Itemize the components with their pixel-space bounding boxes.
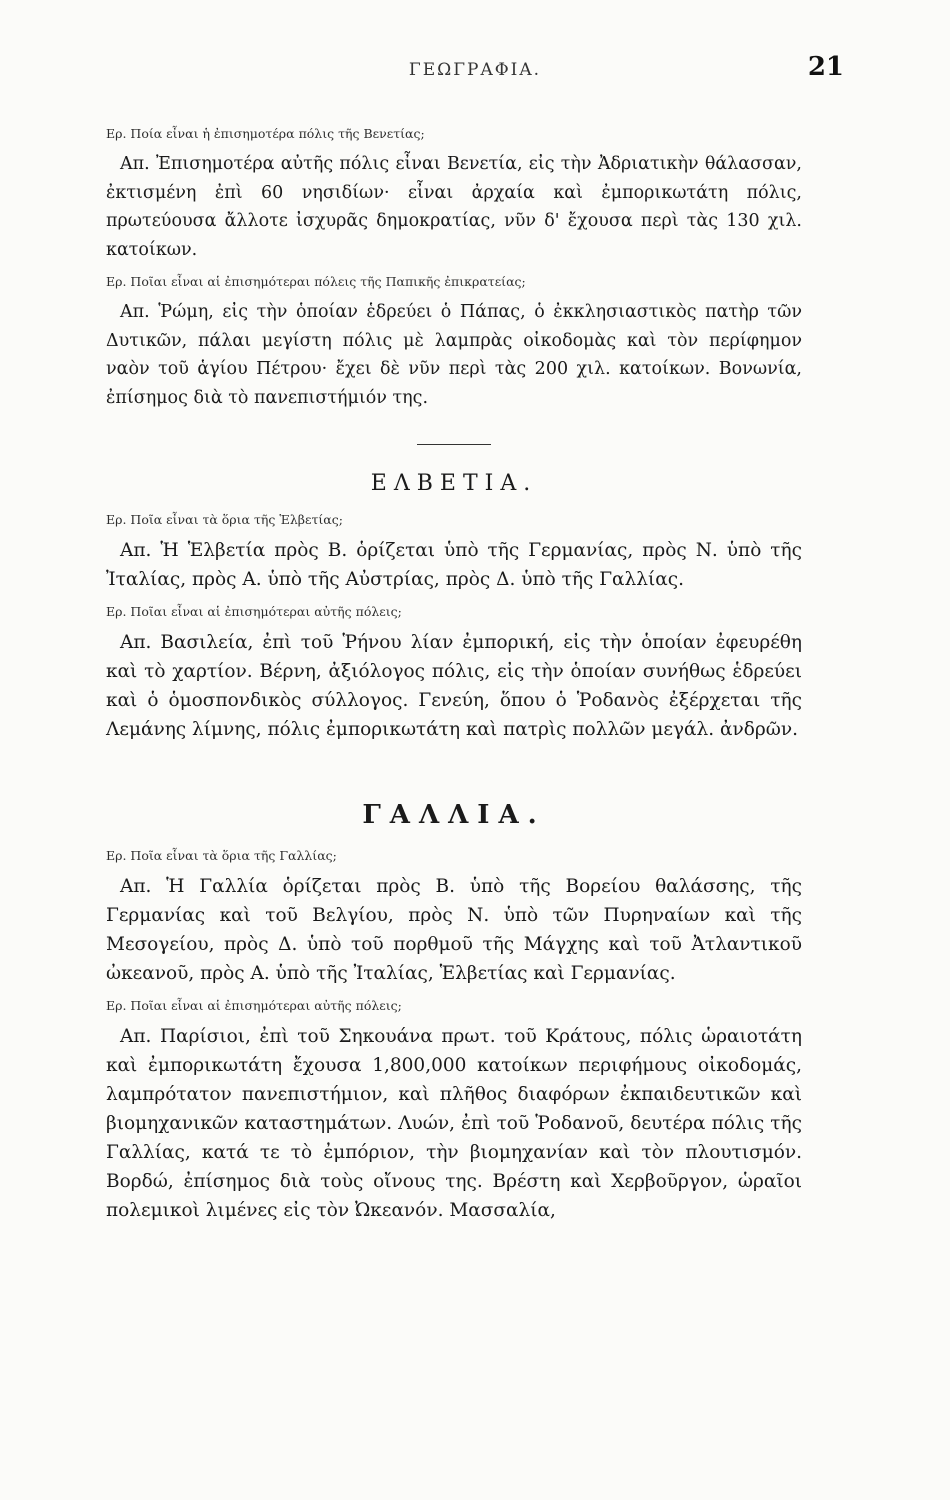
question-france-borders: Ερ. Ποῖα εἶναι τὰ ὅρια τῆς Γαλλίας; bbox=[106, 848, 337, 863]
answer-papal-states: Απ. Ῥώμη, εἰς τὴν ὁποίαν ἑδρεύει ὁ Πάπας, ὁ ἐκκλησιαστικὸς πατὴρ τῶν Δυτικῶν, πάλαι μεγίστη πόλις μὲ λαμπρὰς οἰκοδομὰς καὶ τὸν περίφημον ναὸν τοῦ ἁγίου Πέτρου· ἔχει δὲ νῦν περὶ τὰς 200 χιλ. κατοίκων. Βονωνία, ἐπίσημος διὰ τὸ πανεπιστήμιόν της. bbox=[106, 302, 802, 408]
answer-switzerland-borders: Απ. Ἡ Ἑλβετία πρὸς Β. ὁρίζεται ὑπὸ τῆς Γερμανίας, πρὸς Ν. ὑπὸ τῆς Ἰταλίας, πρὸς Α. ὑπὸ τῆς Αὐστρίας, πρὸς Δ. ὑπὸ τῆς Γαλλίας. bbox=[106, 540, 802, 590]
question-switzerland-borders: Ερ. Ποῖα εἶναι τὰ ὅρια τῆς Ἑλβετίας; bbox=[106, 512, 343, 527]
section-title-france: ΓΑΛΛΙΑ. bbox=[362, 800, 546, 830]
section-title-switzerland: ΕΛΒΕΤΙΑ. bbox=[370, 471, 538, 496]
section-divider bbox=[417, 444, 491, 445]
answer-venice: Απ. Ἐπισημοτέρα αὐτῆς πόλις εἶναι Βενετία, εἰς τὴν Ἀδριατικὴν θάλασσαν, ἐκτισμένη ἐπὶ 60 νησιδίων· εἶναι ἀρχαία καὶ ἐμπορικωτάτη πόλις, πρωτεύουσα ἄλλοτε ἰσχυρᾶς δημοκρατίας, νῦν δ' ἔχουσα περὶ τὰς 130 χιλ. κατοίκων. bbox=[106, 154, 802, 260]
question-papal-states: Ερ. Ποῖαι εἶναι αἱ ἐπισημότεραι πόλεις τῆς Παπικῆς ἐπικρατείας; bbox=[106, 274, 526, 289]
answer-france-borders: Απ. Ἡ Γαλλία ὁρίζεται πρὸς Β. ὑπὸ τῆς Βορείου θαλάσσης, τῆς Γερμανίας καὶ τοῦ Βελγίου, πρὸς Ν. ὑπὸ τῶν Πυρηναίων καὶ τῆς Μεσογείου, πρὸς Δ. ὑπὸ τοῦ πορθμοῦ τῆς Μάγχης καὶ τοῦ Ἀτλαντικοῦ ὠκεανοῦ, πρὸς Α. ὑπὸ τῆς Ἰταλίας, Ἑλβετίας καὶ Γερμανίας. bbox=[106, 876, 802, 984]
page-body bbox=[106, 118, 802, 1231]
running-title: ΓΕΩΓΡΑΦΙΑ. bbox=[408, 60, 542, 80]
page-number: 21 bbox=[807, 52, 844, 82]
question-venice: Ερ. Ποία εἶναι ἡ ἐπισημοτέρα πόλις τῆς Βενετίας; bbox=[106, 126, 425, 141]
question-france-cities: Ερ. Ποῖαι εἶναι αἱ ἐπισημότεραι αὐτῆς πόλεις; bbox=[106, 998, 402, 1013]
answer-france-cities: Απ. Παρίσιοι, ἐπὶ τοῦ Σηκουάνα πρωτ. τοῦ Κράτους, πόλις ὡραιοτάτη καὶ ἐμπορικωτάτη ἔχουσα 1,800,000 κατοίκων περιφήμους οἰκοδομάς, λαμπρότατον πανεπιστήμιον, καὶ πλῆθος διαφόρων ἐκπαιδευτικῶν καὶ βιομηχανικῶν καταστημάτων. Λυών, ἐπὶ τοῦ Ῥοδανοῦ, δευτέρα πόλις τῆς Γαλλίας, κατά τε τὸ ἐμπόριον, τὴν βιομηχανίαν καὶ τὸν πλουτισμόν. Βορδώ, ἐπίσημος διὰ τοὺς οἴνους της. Βρέστη καὶ Χερβοῦργον, ὡραῖοι πολεμικοὶ λιμένες εἰς τὸν Ὠκεανόν. Μασσαλία, bbox=[106, 1026, 802, 1221]
answer-switzerland-cities: Απ. Βασιλεία, ἐπὶ τοῦ Ῥήνου λίαν ἐμπορική, εἰς τὴν ὁποίαν ἐφευρέθη καὶ τὸ χαρτίον. Βέρνη, ἀξιόλογος πόλις, εἰς τὴν ὁποίαν συνήθως ἑδρεύει καὶ ὁ ὁμοσπονδικὸς σύλλογος. Γενεύη, ὅπου ὁ Ῥοδανὸς ἐξέρχεται τῆς Λεμάνης λίμνης, πόλις ἐμπορικωτάτη καὶ πατρὶς πολλῶν μεγάλ. ἀνδρῶν. bbox=[106, 632, 802, 740]
question-switzerland-cities: Ερ. Ποῖαι εἶναι αἱ ἐπισημότεραι αὐτῆς πόλεις; bbox=[106, 604, 402, 619]
